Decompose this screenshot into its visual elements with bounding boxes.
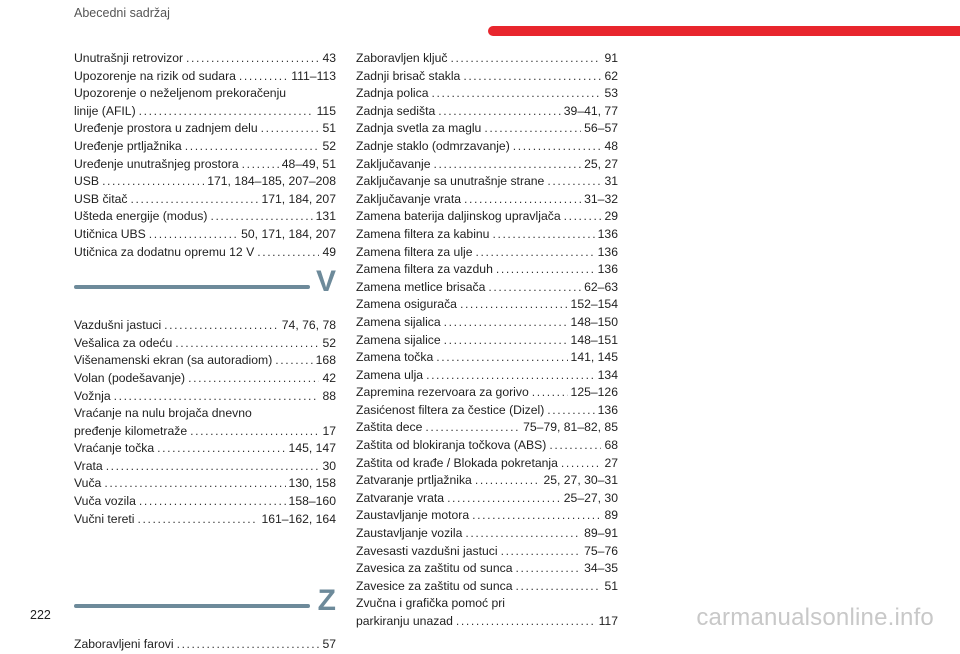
index-entry-label: Zavesice za zaštitu od sunca bbox=[356, 578, 513, 593]
dot-leader bbox=[484, 120, 581, 138]
index-entry bbox=[356, 384, 618, 402]
index-entry bbox=[356, 173, 618, 191]
dot-leader bbox=[190, 423, 319, 441]
index-entry bbox=[74, 226, 336, 244]
index-entry-label: Zadnja sedišta bbox=[356, 103, 436, 118]
index-entry-pages: 168 bbox=[315, 353, 336, 368]
dot-leader bbox=[513, 138, 602, 156]
index-entry-row bbox=[356, 349, 618, 367]
index-entry bbox=[74, 388, 336, 406]
dot-leader bbox=[532, 384, 568, 402]
index-entry-pages: 136 bbox=[597, 226, 618, 241]
index-entry bbox=[74, 493, 336, 511]
index-entry bbox=[356, 244, 618, 262]
dot-leader bbox=[188, 370, 319, 388]
index-entry-label: Zaboravljen ključ bbox=[356, 51, 448, 65]
index-entry bbox=[356, 472, 618, 490]
index-entry-row bbox=[74, 352, 336, 370]
index-entry bbox=[74, 156, 336, 174]
index-group-z-continued bbox=[356, 50, 618, 631]
index-entry-row bbox=[356, 50, 618, 68]
index-entry-label: Zatvaranje vrata bbox=[356, 490, 445, 505]
index-entry bbox=[356, 191, 618, 209]
index-entry-label: Zaključavanje sa unutrašnje strane bbox=[356, 174, 545, 189]
index-entry-row bbox=[356, 173, 618, 191]
dot-leader bbox=[450, 50, 601, 68]
index-entry-row bbox=[74, 440, 336, 458]
index-entry bbox=[74, 405, 336, 440]
index-entry-pages: 125–126 bbox=[570, 385, 618, 400]
index-entry-label: Zadnji brisač stakla bbox=[356, 68, 461, 83]
index-entry-pages: 34–35 bbox=[584, 561, 618, 576]
index-entry-pages: 88 bbox=[322, 388, 336, 403]
index-entry bbox=[356, 578, 618, 596]
index-entry-row bbox=[356, 507, 618, 525]
index-entry-label: USB čitač bbox=[74, 191, 128, 206]
index-entry-label: Vraćanje točka bbox=[74, 441, 155, 456]
index-entry bbox=[356, 490, 618, 508]
index-entry-row bbox=[74, 458, 336, 476]
index-entry-row bbox=[74, 511, 336, 529]
index-entry-label: Zaustavljanje motora bbox=[356, 508, 470, 523]
index-entry-label: Vuča bbox=[74, 476, 102, 491]
dot-leader bbox=[257, 244, 319, 262]
index-entry-label: Zaštita dece bbox=[356, 420, 423, 435]
dot-leader bbox=[164, 317, 279, 335]
index-entry bbox=[356, 261, 618, 279]
index-entry-pages: 148–150 bbox=[570, 314, 618, 329]
index-entry bbox=[356, 419, 618, 437]
index-entry bbox=[356, 296, 618, 314]
index-entry-text: Zvučna i grafička pomoć pri bbox=[356, 596, 506, 611]
index-entry-label: Zadnja svetla za maglu bbox=[356, 121, 482, 136]
index-entry-label: Zamena ulja bbox=[356, 367, 424, 382]
index-entry bbox=[356, 103, 618, 121]
index-entry-pages: 39–41, 77 bbox=[563, 103, 618, 118]
index-entry-row bbox=[356, 419, 618, 437]
index-entry-pages: 152–154 bbox=[570, 297, 618, 312]
index-entry-pages: 57 bbox=[322, 637, 336, 652]
dot-leader bbox=[434, 156, 582, 174]
index-entry-label: Zaključavanje vrata bbox=[356, 191, 461, 206]
index-entry-label: Volan (podešavanje) bbox=[74, 370, 186, 385]
index-entry-row bbox=[74, 388, 336, 406]
index-entry bbox=[356, 507, 618, 525]
index-entry bbox=[356, 314, 618, 332]
dot-leader bbox=[175, 335, 319, 353]
index-entry-pages: 74, 76, 78 bbox=[281, 318, 336, 333]
dot-leader bbox=[157, 440, 285, 458]
index-entry-label: Zapremina rezervoara za gorivo bbox=[356, 385, 529, 400]
index-entry bbox=[356, 332, 618, 350]
header-title: Abecedni sadržaj bbox=[74, 6, 170, 20]
section-divider-line bbox=[74, 285, 310, 289]
index-entry-label: Zadnja polica bbox=[356, 86, 429, 101]
index-entry-label: Zavesasti vazdušni jastuci bbox=[356, 543, 498, 558]
index-entry-row bbox=[356, 437, 618, 455]
index-entry-pages: 136 bbox=[597, 262, 618, 277]
dot-leader bbox=[564, 208, 602, 226]
index-entry-label: Zamena filtera za ulje bbox=[356, 244, 473, 259]
index-entry-row bbox=[74, 68, 336, 86]
index-entry-row bbox=[74, 636, 336, 654]
index-entry-row bbox=[356, 578, 618, 596]
dot-leader bbox=[438, 103, 560, 121]
index-entry-row bbox=[356, 472, 618, 490]
index-column-left bbox=[74, 50, 336, 654]
dot-leader bbox=[464, 191, 581, 209]
index-entry bbox=[74, 352, 336, 370]
dot-leader bbox=[104, 475, 285, 493]
index-entry-label: parkiranju unazad bbox=[356, 614, 453, 628]
index-entry-label: Zamena sijalica bbox=[356, 314, 441, 329]
index-entry-row bbox=[356, 120, 618, 138]
index-entry bbox=[74, 335, 336, 353]
dot-leader bbox=[261, 120, 320, 138]
dot-leader bbox=[516, 560, 582, 578]
index-entry-label: linije (AFIL) bbox=[74, 103, 136, 118]
index-entry bbox=[74, 511, 336, 529]
index-entry-pages: 62–63 bbox=[584, 279, 618, 294]
section-divider-z bbox=[74, 580, 336, 636]
index-entry-label: Zaštita od krađe / Blokada pokretanja bbox=[356, 455, 558, 470]
index-entry-label: Zadnje staklo (odmrzavanje) bbox=[356, 138, 510, 153]
index-entry-row bbox=[356, 191, 618, 209]
index-entry bbox=[74, 120, 336, 138]
index-entry-row bbox=[356, 85, 618, 103]
index-entry-row bbox=[74, 138, 336, 156]
index-entry-pages: 52 bbox=[322, 335, 336, 350]
index-entry-pages: 89 bbox=[604, 508, 618, 523]
index-entry-label: Upozorenje na rizik od sudara bbox=[74, 68, 236, 83]
index-entry-row bbox=[356, 226, 618, 244]
index-entry-row bbox=[74, 493, 336, 511]
index-entry bbox=[356, 595, 618, 630]
dot-leader bbox=[472, 507, 601, 525]
index-entry bbox=[74, 208, 336, 226]
index-entry-label: USB bbox=[74, 174, 100, 189]
dot-leader bbox=[242, 156, 279, 174]
index-entry-pages: 161–162, 164 bbox=[261, 511, 336, 526]
index-entry bbox=[74, 68, 336, 86]
index-entry-row bbox=[356, 156, 618, 174]
dot-leader bbox=[177, 636, 320, 654]
index-entry-pages: 52 bbox=[322, 138, 336, 153]
index-entry-row bbox=[356, 208, 618, 226]
dot-leader bbox=[561, 455, 602, 473]
index-entry-pages: 43 bbox=[322, 51, 336, 65]
index-entry-row bbox=[74, 156, 336, 174]
index-entry-text: Vraćanje na nulu brojača dnevno bbox=[74, 406, 252, 421]
index-entry-row bbox=[356, 103, 618, 121]
index-entry-pages: 141, 145 bbox=[570, 350, 618, 365]
index-entry-label: Zaboravljeni farovi bbox=[74, 637, 174, 652]
index-entry-pages: 51 bbox=[604, 578, 618, 593]
index-entry-pages: 75–79, 81–82, 85 bbox=[523, 420, 618, 435]
section-letter-z: Z bbox=[317, 584, 336, 618]
index-entry-row bbox=[356, 68, 618, 86]
index-entry-row bbox=[356, 384, 618, 402]
index-group-v bbox=[74, 317, 336, 528]
index-entry-pages: 134 bbox=[597, 367, 618, 382]
index-entry bbox=[356, 560, 618, 578]
index-entry bbox=[356, 455, 618, 473]
dot-leader bbox=[547, 402, 594, 420]
dot-leader bbox=[516, 578, 602, 596]
dot-leader bbox=[501, 543, 582, 561]
index-entry-pages: 53 bbox=[604, 86, 618, 101]
section-divider-line bbox=[74, 604, 310, 608]
index-entry bbox=[356, 50, 618, 68]
dot-leader bbox=[186, 50, 319, 68]
index-entry-row bbox=[74, 208, 336, 226]
dot-leader bbox=[102, 173, 204, 191]
index-entry-pages: 50, 171, 184, 207 bbox=[241, 226, 336, 241]
index-entry-label: pređenje kilometraže bbox=[74, 423, 188, 438]
index-entry-label: Zamena metlice brisača bbox=[356, 279, 486, 294]
index-entry-pages: 171, 184–185, 207–208 bbox=[207, 174, 336, 189]
index-entry-pages: 31 bbox=[604, 174, 618, 189]
index-group-u bbox=[74, 50, 336, 261]
dot-leader bbox=[456, 613, 596, 631]
index-entry-row bbox=[74, 317, 336, 335]
index-entry-row bbox=[356, 332, 618, 350]
index-entry bbox=[356, 279, 618, 297]
index-entry-pages: 115 bbox=[316, 103, 336, 118]
dot-leader bbox=[460, 296, 568, 314]
index-entry-row bbox=[74, 370, 336, 388]
dot-leader bbox=[239, 68, 288, 86]
index-entry-row bbox=[356, 543, 618, 561]
index-entry-pages: 25–27, 30 bbox=[563, 490, 618, 505]
dot-leader bbox=[496, 261, 595, 279]
index-entry-label: Utičnica UBS bbox=[74, 226, 146, 241]
index-entry bbox=[74, 636, 336, 654]
index-entry bbox=[356, 138, 618, 156]
index-entry-pages: 25, 27 bbox=[584, 156, 618, 171]
index-entry bbox=[356, 208, 618, 226]
index-entry-label: Vuča vozila bbox=[74, 494, 136, 509]
index-entry-label: Zamena osigurača bbox=[356, 297, 457, 312]
index-entry-row bbox=[356, 296, 618, 314]
index-entry-row bbox=[74, 50, 336, 68]
section-letter-v: V bbox=[315, 265, 336, 299]
index-entry-label: Zasićenost filtera za čestice (Dizel) bbox=[356, 402, 545, 417]
index-entry bbox=[74, 370, 336, 388]
index-entry-pages: 17 bbox=[322, 423, 336, 438]
index-entry bbox=[356, 367, 618, 385]
index-entry-row bbox=[74, 173, 336, 191]
dot-leader bbox=[444, 332, 568, 350]
index-entry-row bbox=[356, 314, 618, 332]
index-entry-label: Vrata bbox=[74, 458, 103, 473]
index-entry-row bbox=[356, 138, 618, 156]
dot-leader bbox=[547, 173, 601, 191]
index-entry-pages: 148–151 bbox=[570, 332, 618, 347]
dot-leader bbox=[106, 458, 320, 476]
index-group-z bbox=[74, 636, 336, 654]
dot-leader bbox=[444, 314, 568, 332]
dot-leader bbox=[139, 103, 314, 121]
dot-leader bbox=[131, 191, 259, 209]
index-entry-row bbox=[356, 279, 618, 297]
dot-leader bbox=[425, 419, 520, 437]
index-entry-pages: 91 bbox=[604, 51, 618, 65]
index-entry-pages: 145, 147 bbox=[288, 441, 336, 456]
index-entry-label: Uređenje prtljažnika bbox=[74, 138, 182, 153]
index-entry bbox=[74, 138, 336, 156]
index-entry-pages: 171, 184, 207 bbox=[261, 191, 336, 206]
index-entry-row bbox=[356, 560, 618, 578]
index-entry-label: Zamena baterija daljinskog upravljača bbox=[356, 209, 561, 224]
index-entry-row bbox=[74, 103, 336, 121]
index-entry-label: Zavesica za zaštitu od sunca bbox=[356, 561, 513, 576]
index-entry-label: Uređenje unutrašnjeg prostora bbox=[74, 156, 239, 171]
index-entry-pages: 31–32 bbox=[584, 191, 618, 206]
index-entry-pages: 89–91 bbox=[584, 526, 618, 541]
index-entry-pages: 27 bbox=[604, 455, 618, 470]
index-entry bbox=[74, 317, 336, 335]
index-entry bbox=[356, 525, 618, 543]
index-entry bbox=[356, 156, 618, 174]
index-entry-pages: 51 bbox=[322, 121, 336, 136]
index-entry-row bbox=[74, 335, 336, 353]
index-entry-label: Vešalica za odeću bbox=[74, 335, 173, 350]
index-entry-row bbox=[356, 244, 618, 262]
page-number: 222 bbox=[30, 608, 51, 622]
index-entry-row bbox=[356, 490, 618, 508]
index-entry-pages: 56–57 bbox=[584, 121, 618, 136]
watermark: carmanualsonline.info bbox=[696, 604, 934, 631]
index-entry-pages: 117 bbox=[598, 614, 618, 628]
dot-leader bbox=[426, 367, 595, 385]
dot-leader bbox=[275, 352, 312, 370]
index-entry-label: Unutrašnji retrovizor bbox=[74, 51, 184, 65]
dot-leader bbox=[492, 226, 594, 244]
index-entry-label: Vučni tereti bbox=[74, 511, 135, 526]
index-entry-label: Zamena filtera za kabinu bbox=[356, 226, 490, 241]
index-entry-label: Vožnja bbox=[74, 388, 111, 403]
index-entry-label: Višenamenski ekran (sa autoradiom) bbox=[74, 353, 273, 368]
index-entry-label: Zaključavanje bbox=[356, 156, 431, 171]
index-entry-label: Zatvaranje prtljažnika bbox=[356, 473, 472, 488]
index-entry-pages: 75–76 bbox=[584, 543, 618, 558]
section-divider-v bbox=[74, 261, 336, 317]
index-entry-label: Zamena točka bbox=[356, 350, 434, 365]
index-entry-pages: 25, 27, 30–31 bbox=[543, 473, 618, 488]
index-entry-label: Zamena sijalice bbox=[356, 332, 441, 347]
index-entry bbox=[74, 458, 336, 476]
index-entry bbox=[356, 68, 618, 86]
index-entry-row bbox=[356, 525, 618, 543]
index-entry-label: Vazdušni jastuci bbox=[74, 318, 162, 333]
index-entry-pages: 136 bbox=[597, 402, 618, 417]
index-entry bbox=[356, 349, 618, 367]
index-entry-pages: 158–160 bbox=[288, 494, 336, 509]
index-entry-text: Upozorenje o neželjenom prekoračenju bbox=[74, 86, 287, 101]
header-accent-bar bbox=[488, 26, 960, 36]
index-entry-row bbox=[74, 226, 336, 244]
index-entry-label: Ušteda energije (modus) bbox=[74, 209, 208, 224]
index-entry-pages: 42 bbox=[322, 370, 336, 385]
index-entry bbox=[74, 244, 336, 262]
index-entry-pages: 49 bbox=[322, 244, 336, 259]
index-entry-row bbox=[74, 423, 336, 441]
index-entry-label: Utičnica za dodatnu opremu 12 V bbox=[74, 244, 255, 259]
index-entry-label: Uređenje prostora u zadnjem delu bbox=[74, 121, 258, 136]
index-entry bbox=[356, 226, 618, 244]
index-entry-pages: 29 bbox=[604, 209, 618, 224]
index-entry-row bbox=[356, 402, 618, 420]
index-entry-pages: 48 bbox=[604, 138, 618, 153]
index-entry-label: Zaštita od blokiranja točkova (ABS) bbox=[356, 438, 547, 453]
index-entry bbox=[74, 191, 336, 209]
index-entry-pages: 68 bbox=[604, 438, 618, 453]
index-entry bbox=[74, 475, 336, 493]
dot-leader bbox=[549, 437, 601, 455]
index-entry-row bbox=[74, 191, 336, 209]
index-entry-pages: 131 bbox=[315, 209, 336, 224]
index-entry-row bbox=[74, 244, 336, 262]
index-entry-row bbox=[356, 367, 618, 385]
dot-leader bbox=[465, 525, 581, 543]
index-entry bbox=[74, 85, 336, 120]
index-entry-row bbox=[356, 261, 618, 279]
index-entry-pages: 30 bbox=[322, 458, 336, 473]
index-entry-label: Zaustavljanje vozila bbox=[356, 526, 463, 541]
dot-leader bbox=[114, 388, 320, 406]
index-entry bbox=[356, 120, 618, 138]
dot-leader bbox=[488, 279, 581, 297]
index-entry bbox=[356, 402, 618, 420]
index-entry bbox=[74, 440, 336, 458]
dot-leader bbox=[185, 138, 320, 156]
index-entry bbox=[356, 437, 618, 455]
index-entry-row bbox=[74, 475, 336, 493]
dot-leader bbox=[475, 472, 541, 490]
index-entry bbox=[356, 85, 618, 103]
dot-leader bbox=[436, 349, 567, 367]
index-entry-pages: 48–49, 51 bbox=[281, 156, 336, 171]
dot-leader bbox=[463, 68, 601, 86]
index-entry bbox=[74, 50, 336, 68]
index-entry-row bbox=[356, 613, 618, 631]
index-entry-pages: 111–113 bbox=[291, 68, 336, 83]
dot-leader bbox=[447, 490, 561, 508]
index-entry-row bbox=[74, 120, 336, 138]
index-entry-label: Zamena filtera za vazduh bbox=[356, 262, 493, 277]
dot-leader bbox=[476, 244, 595, 262]
dot-leader bbox=[210, 208, 312, 226]
dot-leader bbox=[432, 85, 602, 103]
dot-leader bbox=[149, 226, 238, 244]
dot-leader bbox=[139, 493, 286, 511]
index-column-right bbox=[356, 50, 618, 631]
index-entry-pages: 130, 158 bbox=[288, 476, 336, 491]
index-entry-pages: 136 bbox=[597, 244, 618, 259]
index-entry-row bbox=[356, 455, 618, 473]
dot-leader bbox=[138, 511, 259, 529]
index-entry bbox=[356, 543, 618, 561]
index-entry bbox=[74, 173, 336, 191]
index-entry-pages: 62 bbox=[604, 68, 618, 83]
